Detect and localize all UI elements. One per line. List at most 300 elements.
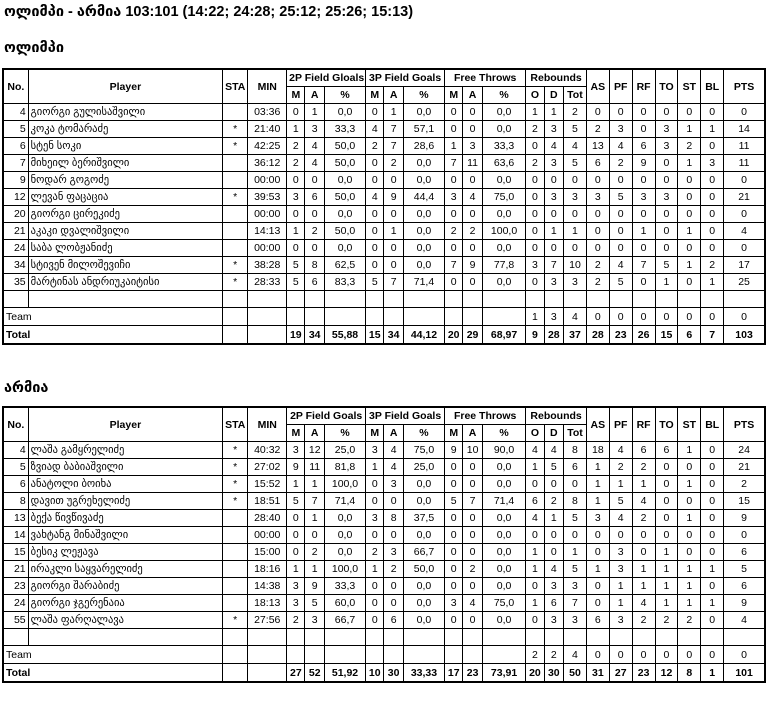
player-row (3, 138, 765, 155)
stat-cell: 30 (384, 664, 403, 683)
stat-cell: 2 (678, 138, 701, 155)
stat-cell: 66,7 (403, 544, 444, 561)
player-row (3, 240, 765, 257)
stat-cell: 19 (287, 326, 305, 345)
stat-cell: 0,0 (403, 155, 444, 172)
stat-cell: 0 (463, 527, 482, 544)
stat-cell: 18 (586, 442, 609, 459)
header-player: Player (28, 407, 222, 442)
stat-cell: 1 (287, 223, 305, 240)
stat-cell: 0,0 (324, 510, 365, 527)
stat-cell: 0 (445, 274, 463, 291)
stat-cell: 0 (632, 527, 655, 544)
player-name: საბა ლობჟანიძე (28, 240, 222, 257)
stat-cell: 1 (609, 595, 632, 612)
stat-cell: 6 (724, 544, 765, 561)
stat-cell: 0,0 (482, 561, 526, 578)
stat-cell: 2 (526, 121, 544, 138)
stat-cell: 0 (655, 308, 678, 326)
stat-cell: 1 (366, 459, 384, 476)
stat-cell: 1 (564, 223, 587, 240)
stat-cell: 10 (564, 257, 587, 274)
stat-cell: 21 (724, 189, 765, 206)
stat-cell: 1 (526, 595, 544, 612)
stat-cell: 21 (3, 223, 28, 240)
player-name: კოკა ტომარაძე (28, 121, 222, 138)
stat-cell: 0 (445, 476, 463, 493)
stat-cell: 23 (463, 664, 482, 683)
stat-cell: 4 (609, 442, 632, 459)
header-min: MIN (248, 407, 287, 442)
stat-cell: 6 (632, 138, 655, 155)
header-min: MIN (248, 69, 287, 104)
stat-cell: 0 (366, 104, 384, 121)
stat-cell: 28:40 (248, 510, 287, 527)
stat-cell: 4 (3, 442, 28, 459)
stat-cell: 1 (678, 442, 701, 459)
stat-cell: 0 (463, 104, 482, 121)
stat-cell: 0,0 (324, 240, 365, 257)
stat-cell: 0 (586, 646, 609, 664)
stat-cell: 4 (526, 510, 544, 527)
stat-cell: 21 (724, 459, 765, 476)
stat-cell: 0 (544, 527, 563, 544)
stat-cell: 0 (445, 459, 463, 476)
stat-cell: 0 (366, 476, 384, 493)
stat-cell: 60,0 (324, 595, 365, 612)
stat-cell: 7 (384, 274, 403, 291)
stat-cell: 25,0 (324, 442, 365, 459)
empty-cell (324, 629, 365, 646)
player-row (3, 527, 765, 544)
stat-cell: * (223, 257, 248, 274)
stat-cell: 7 (463, 493, 482, 510)
header-rf: RF (632, 69, 655, 104)
stat-cell: 3 (564, 274, 587, 291)
player-row (3, 121, 765, 138)
stat-cell (223, 510, 248, 527)
empty-cell (724, 629, 765, 646)
stat-cell: 55 (3, 612, 28, 629)
stat-cell: 8 (564, 442, 587, 459)
stat-cell: 0,0 (482, 459, 526, 476)
empty-cell (3, 291, 28, 308)
empty-cell (564, 629, 587, 646)
stat-cell: 6 (632, 442, 655, 459)
stat-cell: 4 (724, 223, 765, 240)
stat-cell: 81,8 (324, 459, 365, 476)
stat-cell: 0 (384, 493, 403, 510)
stat-cell (223, 172, 248, 189)
stat-cell: 0 (544, 544, 563, 561)
stat-cell: 15 (655, 326, 678, 345)
stat-cell: 1 (678, 561, 701, 578)
stat-cell: 1 (655, 595, 678, 612)
player-row (3, 257, 765, 274)
header-player: Player (28, 69, 222, 104)
header-pts: PTS (724, 69, 765, 104)
stat-cell: 25,0 (403, 459, 444, 476)
empty-cell (586, 291, 609, 308)
stat-cell: 4 (526, 442, 544, 459)
stat-cell: 50,0 (324, 189, 365, 206)
stat-cell: 23 (3, 578, 28, 595)
stat-cell: 0 (463, 240, 482, 257)
header-rebounds: Rebounds (526, 69, 587, 87)
stat-cell: 2 (384, 561, 403, 578)
stat-cell: 0 (366, 527, 384, 544)
stat-cell: 3 (544, 189, 563, 206)
stat-cell: 0 (445, 206, 463, 223)
stat-cell: 62,5 (324, 257, 365, 274)
header-to: TO (655, 407, 678, 442)
stat-cell: 6 (678, 326, 701, 345)
stat-cell: 0,0 (403, 527, 444, 544)
header-as: AS (586, 407, 609, 442)
stat-cell: 75,0 (482, 595, 526, 612)
stat-cell: 0,0 (482, 527, 526, 544)
empty-cell (324, 291, 365, 308)
subheader-m: M (445, 425, 463, 442)
stat-cell: 0 (564, 172, 587, 189)
stat-cell: 5 (564, 155, 587, 172)
stat-cell: 0 (701, 459, 724, 476)
stat-cell: 0,0 (403, 476, 444, 493)
stat-cell: 1 (384, 104, 403, 121)
stat-cell: 0 (544, 172, 563, 189)
stat-cell: 2 (366, 544, 384, 561)
stat-cell: 5 (724, 561, 765, 578)
stat-cell (223, 206, 248, 223)
stat-cell (223, 223, 248, 240)
stat-cell: * (223, 612, 248, 629)
box-score-table-away (2, 406, 766, 683)
stat-cell: 50,0 (403, 561, 444, 578)
stat-cell: 35 (3, 274, 28, 291)
stat-cell: 1 (678, 121, 701, 138)
stat-cell: 20 (445, 326, 463, 345)
empty-cell (544, 629, 563, 646)
stat-cell: 0 (463, 578, 482, 595)
stat-cell: 9 (724, 510, 765, 527)
stat-cell: 9 (463, 257, 482, 274)
stat-cell: 0 (305, 240, 324, 257)
stat-cell: 1 (678, 155, 701, 172)
stat-cell: 1 (655, 544, 678, 561)
total-row (3, 664, 765, 683)
empty-cell (564, 291, 587, 308)
stat-cell: 10 (366, 664, 384, 683)
stat-cell: 1 (678, 476, 701, 493)
stat-cell (248, 326, 287, 345)
stat-cell: 0 (564, 206, 587, 223)
stat-cell (223, 527, 248, 544)
stat-cell (324, 646, 365, 664)
stat-cell: 0 (445, 527, 463, 544)
stat-cell: 0 (305, 527, 324, 544)
stat-cell: 1 (526, 104, 544, 121)
stat-cell: 0 (609, 104, 632, 121)
stat-cell: 13 (586, 138, 609, 155)
stat-cell (324, 308, 365, 326)
empty-cell (403, 629, 444, 646)
stat-cell: 3 (366, 510, 384, 527)
stat-cell: 0 (586, 223, 609, 240)
stat-cell: 0 (609, 308, 632, 326)
stat-cell: 0 (305, 172, 324, 189)
subheader-o: O (526, 425, 544, 442)
stat-cell: 4 (3, 104, 28, 121)
stat-cell: 3 (564, 189, 587, 206)
stat-cell: 00:00 (248, 240, 287, 257)
empty-cell (366, 291, 384, 308)
stat-cell (384, 646, 403, 664)
stat-cell: 11 (724, 155, 765, 172)
stat-cell (482, 646, 526, 664)
game-title: ოლიმპი - არმია 103:101 (14:22; 24:28; 25:12; 25:26; 15:13) (4, 4, 414, 20)
stat-cell (463, 646, 482, 664)
stat-cell: 0 (655, 646, 678, 664)
stat-cell: 2 (287, 155, 305, 172)
stat-cell: 3 (586, 189, 609, 206)
stat-cell: 25 (724, 274, 765, 291)
empty-row (3, 291, 765, 308)
stat-cell: 1 (586, 493, 609, 510)
stat-cell: 9 (305, 578, 324, 595)
stat-cell: 7 (384, 138, 403, 155)
stat-cell: 0 (678, 104, 701, 121)
stat-cell: 4 (564, 138, 587, 155)
stat-cell: 0 (701, 646, 724, 664)
stat-cell: 4 (564, 646, 587, 664)
header-pts: PTS (724, 407, 765, 442)
stat-cell: 0 (655, 510, 678, 527)
stat-cell: 0,0 (482, 476, 526, 493)
subheader-pct: % (482, 425, 526, 442)
stat-cell: 0 (586, 578, 609, 595)
stat-cell: 1 (287, 121, 305, 138)
stat-cell: 1 (678, 578, 701, 595)
header-free-throws: Free Throws (445, 69, 526, 87)
stat-cell: 0 (287, 510, 305, 527)
player-name: სტენ სოკი (28, 138, 222, 155)
stat-cell: 0 (544, 240, 563, 257)
stat-cell: 5 (366, 274, 384, 291)
stat-cell: 28 (544, 326, 563, 345)
stat-cell: 4 (384, 442, 403, 459)
stat-cell: 0 (655, 493, 678, 510)
stat-cell: 5 (564, 561, 587, 578)
stat-cell: 2 (287, 138, 305, 155)
stat-cell: 0 (632, 240, 655, 257)
stat-cell: 0,0 (403, 104, 444, 121)
stat-cell: 0 (384, 527, 403, 544)
stat-cell (403, 308, 444, 326)
stat-cell: 4 (564, 308, 587, 326)
subheader-d: D (544, 425, 563, 442)
header-3p-field-goals: 3P Field Goals (366, 407, 445, 425)
stat-cell: 14 (3, 527, 28, 544)
team-row-label: Team (3, 308, 223, 326)
subheader-a: A (305, 425, 324, 442)
stat-cell: * (223, 442, 248, 459)
stat-cell: 71,4 (324, 493, 365, 510)
header-bl: BL (701, 407, 724, 442)
empty-cell (655, 629, 678, 646)
stat-cell (223, 578, 248, 595)
stat-cell: 0 (609, 646, 632, 664)
player-row (3, 442, 765, 459)
stat-cell: 5 (287, 493, 305, 510)
empty-cell (701, 629, 724, 646)
stat-cell: 0 (632, 172, 655, 189)
subheader-m: M (366, 425, 384, 442)
stat-cell: 5 (544, 459, 563, 476)
stat-cell: 38:28 (248, 257, 287, 274)
stat-cell: 3 (655, 121, 678, 138)
stat-cell: 6 (384, 612, 403, 629)
stat-cell: 1 (586, 476, 609, 493)
player-name: დავით უგრეხელიძე (28, 493, 222, 510)
stat-cell (482, 308, 526, 326)
empty-cell (678, 629, 701, 646)
stat-cell: 2 (526, 646, 544, 664)
stat-cell: 1 (305, 561, 324, 578)
player-name: გიორგი ჯგერენაია (28, 595, 222, 612)
empty-cell (445, 629, 463, 646)
stat-cell: 0,0 (482, 104, 526, 121)
player-name: ზვიად ბაბიაშვილი (28, 459, 222, 476)
stat-cell: 9 (526, 326, 544, 345)
stat-cell: 4 (366, 121, 384, 138)
stat-cell: 33,3 (324, 578, 365, 595)
player-row (3, 510, 765, 527)
subheader-pct: % (403, 425, 444, 442)
empty-cell (632, 629, 655, 646)
stat-cell: 0 (526, 476, 544, 493)
stat-cell: 0 (526, 223, 544, 240)
player-name: გიორგი ცირეკიძე (28, 206, 222, 223)
stat-cell: 6 (724, 578, 765, 595)
stat-cell: 0 (724, 104, 765, 121)
stat-cell: * (223, 189, 248, 206)
stat-cell: 0 (544, 476, 563, 493)
stat-cell: 0 (526, 612, 544, 629)
header-rebounds: Rebounds (526, 407, 587, 425)
stat-cell: 0 (366, 206, 384, 223)
player-name: ვახტანგ მინაშვილი (28, 527, 222, 544)
stat-cell: 0 (586, 308, 609, 326)
player-row (3, 155, 765, 172)
stat-cell: 3 (655, 138, 678, 155)
stat-cell: 12 (655, 664, 678, 683)
stat-cell: 1 (632, 561, 655, 578)
stat-cell: 0 (445, 544, 463, 561)
header-row (3, 407, 765, 425)
stat-cell: 77,8 (482, 257, 526, 274)
stat-cell: 0,0 (403, 578, 444, 595)
stat-cell: 0 (287, 206, 305, 223)
empty-cell (655, 291, 678, 308)
stat-cell: 51,92 (324, 664, 365, 683)
stat-cell: 3 (544, 578, 563, 595)
empty-cell (586, 629, 609, 646)
subheader-tot: Tot (564, 425, 587, 442)
header-st: ST (678, 69, 701, 104)
stat-cell: 2 (564, 104, 587, 121)
stat-cell: 37 (564, 326, 587, 345)
stat-cell: 0 (724, 308, 765, 326)
total-row-label: Total (3, 664, 223, 683)
stat-cell: 26 (632, 326, 655, 345)
stat-cell: 33,3 (482, 138, 526, 155)
empty-cell (223, 291, 248, 308)
header-pf: PF (609, 69, 632, 104)
stat-cell: 0 (678, 189, 701, 206)
stat-cell: 30 (544, 664, 563, 683)
stat-cell: 6 (586, 612, 609, 629)
stat-cell: 0 (463, 206, 482, 223)
player-name: სტივენ მილოშევიჩი (28, 257, 222, 274)
stat-cell: 0 (701, 544, 724, 561)
stat-cell: 1 (701, 274, 724, 291)
stat-cell (248, 646, 287, 664)
stat-cell: 42:25 (248, 138, 287, 155)
empty-cell (403, 291, 444, 308)
stat-cell: 1 (305, 476, 324, 493)
stat-cell: 0 (701, 493, 724, 510)
stat-cell: 0,0 (482, 612, 526, 629)
stat-cell: 14:13 (248, 223, 287, 240)
stat-cell: 71,4 (403, 274, 444, 291)
stat-cell: 0 (366, 612, 384, 629)
stat-cell: 0 (655, 527, 678, 544)
stat-cell: 6 (564, 459, 587, 476)
stat-cell (223, 646, 248, 664)
stat-cell: 5 (287, 274, 305, 291)
stat-cell: 0 (287, 104, 305, 121)
stat-cell: 0,0 (403, 595, 444, 612)
stat-cell: 20 (3, 206, 28, 223)
stat-cell: 0 (632, 646, 655, 664)
stat-cell: 7 (544, 257, 563, 274)
stat-cell: 23 (632, 664, 655, 683)
stat-cell: 0 (655, 240, 678, 257)
team-row (3, 308, 765, 326)
stat-cell: 40:32 (248, 442, 287, 459)
empty-cell (544, 291, 563, 308)
subheader-m: M (287, 87, 305, 104)
stat-cell: 1 (609, 578, 632, 595)
stat-cell: 0 (305, 206, 324, 223)
stat-cell: 0 (384, 206, 403, 223)
stat-cell: 0 (526, 274, 544, 291)
stat-cell: 0,0 (482, 121, 526, 138)
stat-cell: 11 (724, 138, 765, 155)
stat-cell: 5 (3, 121, 28, 138)
player-row (3, 274, 765, 291)
stat-cell: 0,0 (324, 544, 365, 561)
stat-cell: 11 (463, 155, 482, 172)
box-score-table-home (2, 68, 766, 345)
empty-cell (482, 291, 526, 308)
stat-cell: 0 (287, 172, 305, 189)
stat-cell: 0 (701, 172, 724, 189)
stat-cell: 2 (586, 121, 609, 138)
stat-cell: 0 (287, 527, 305, 544)
stat-cell: 4 (305, 138, 324, 155)
empty-cell (28, 629, 222, 646)
